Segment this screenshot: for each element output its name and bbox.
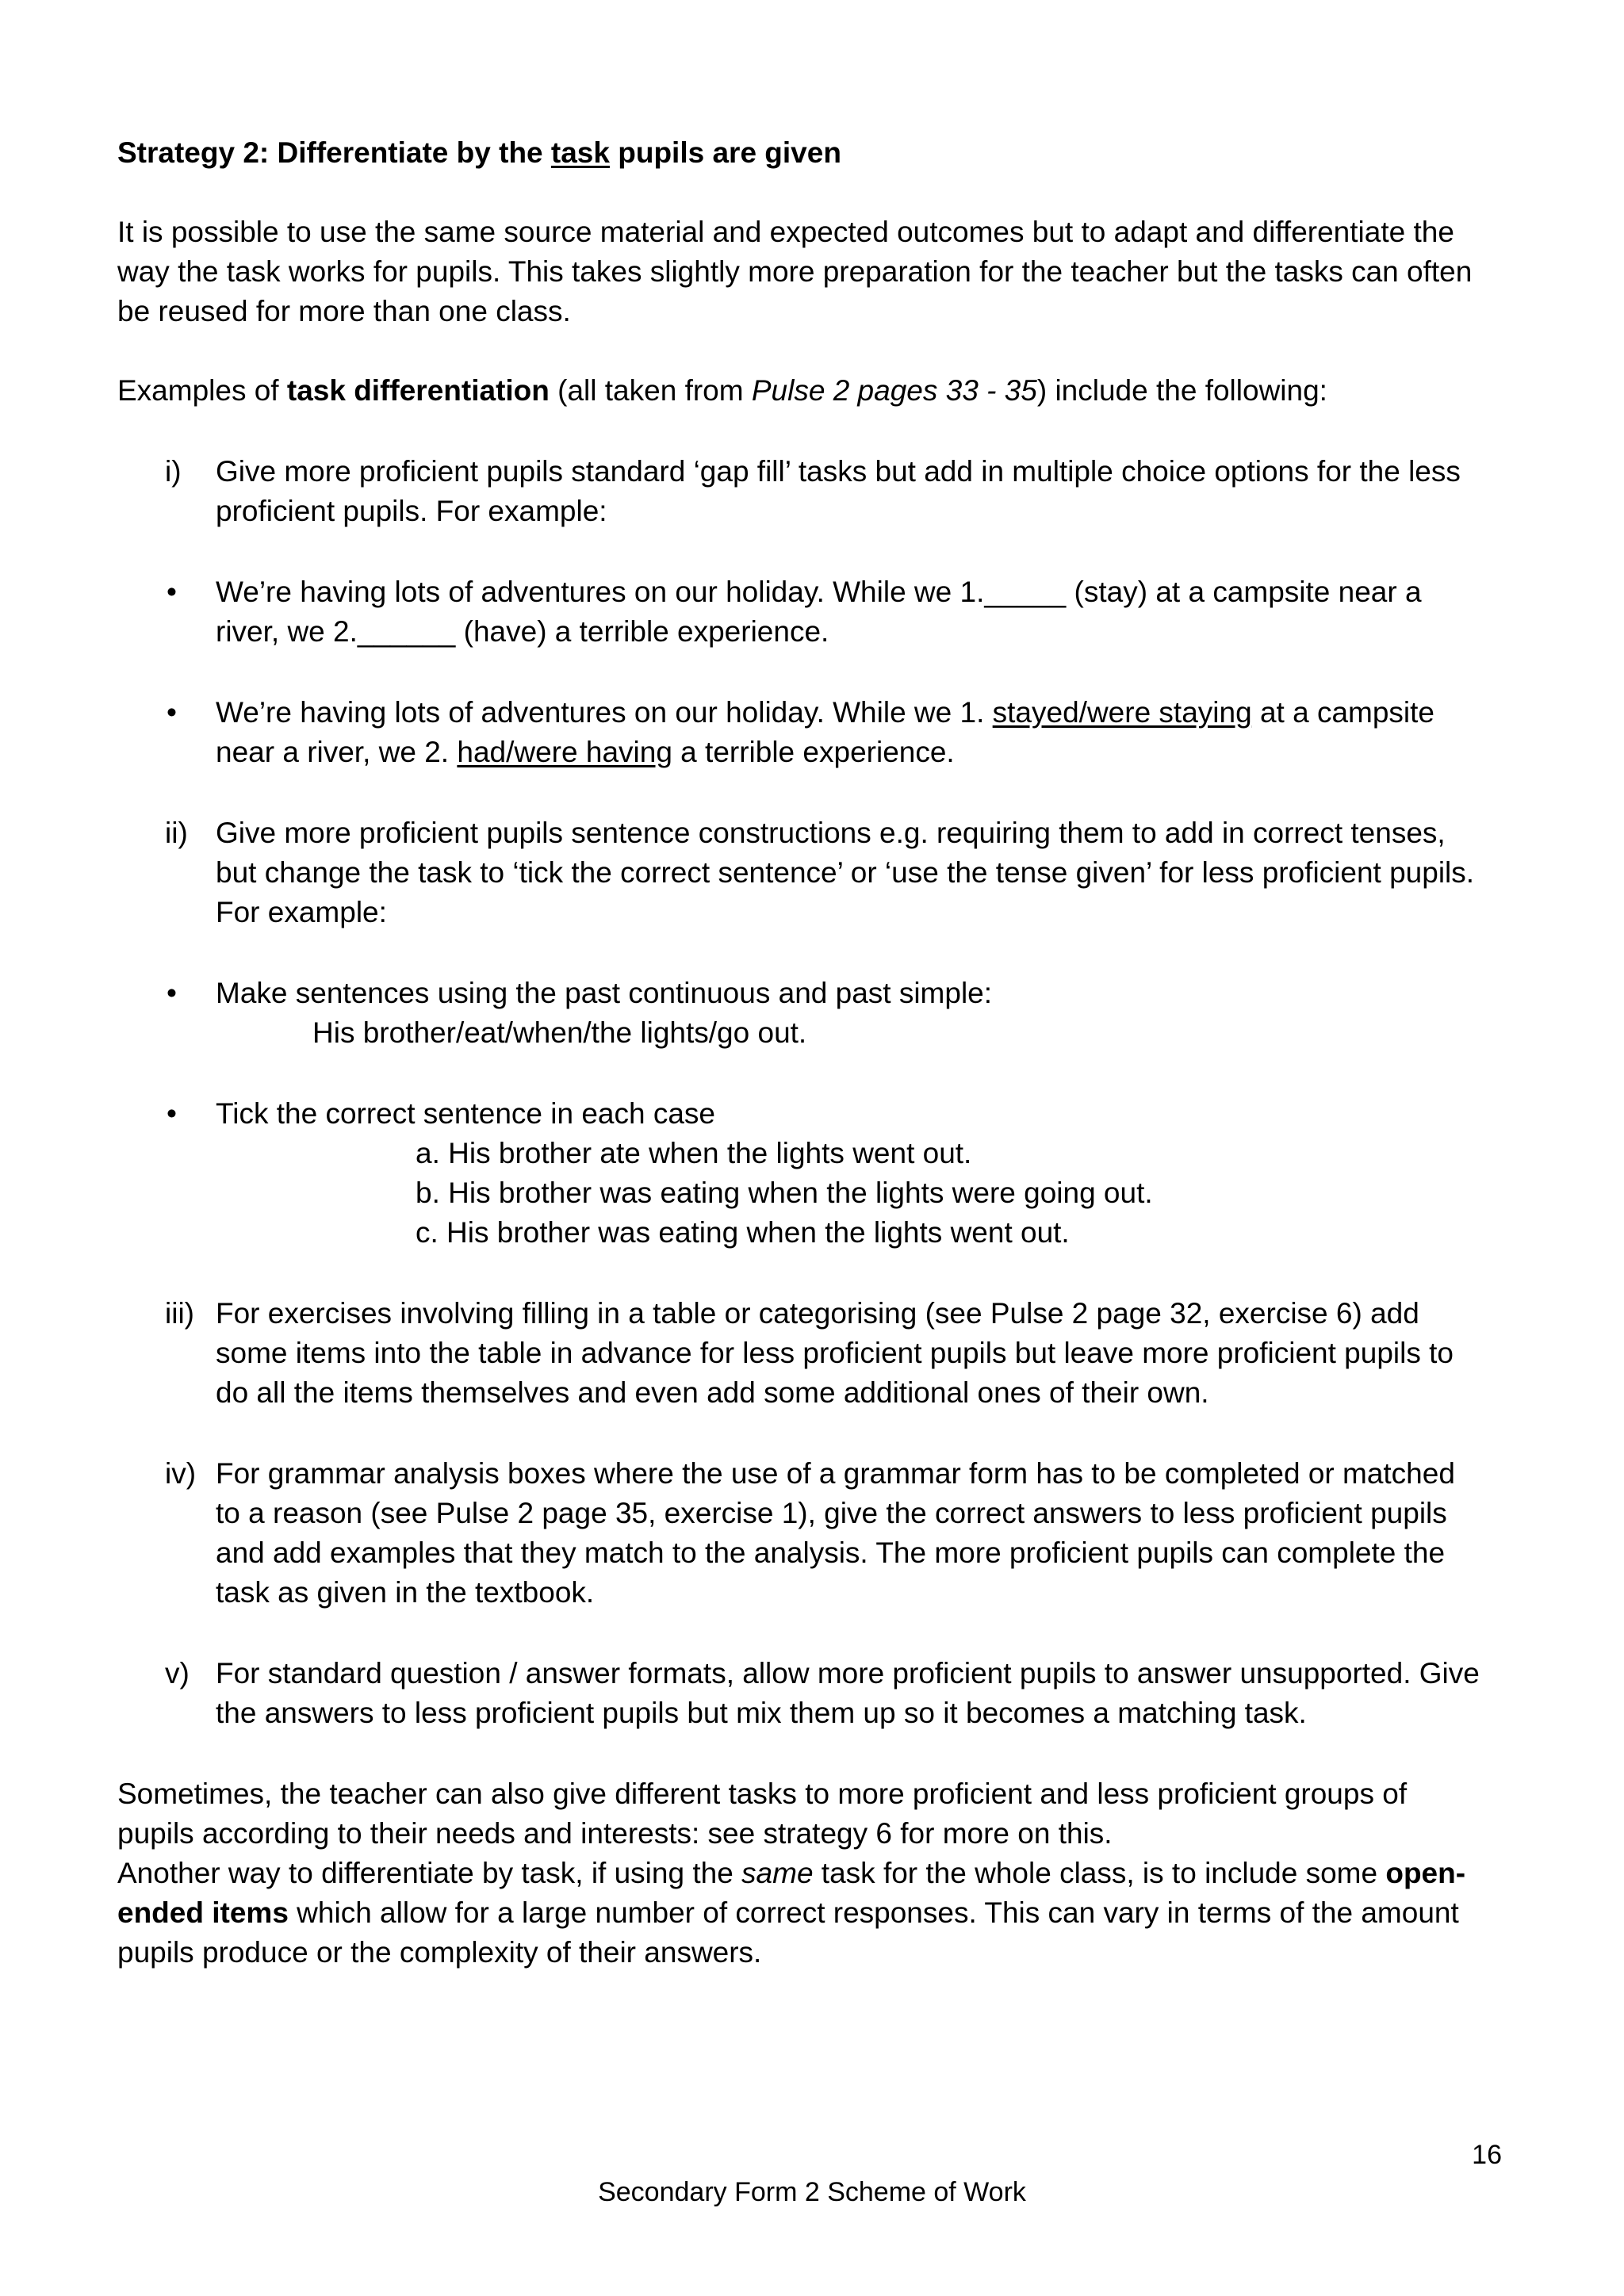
list-item-ii: ii) Give more proficient pupils sentence constructions e.g. requiring them to add in correct tenses, but change the task to ‘tick the correct sentence’ or ‘use the tense given’ for less proficient pupils. For example: [117, 813, 1529, 932]
intro-paragraph: It is possible to use the same source material and expected outcomes but to adapt and differentiate the way the task works for pupils. This takes slightly more preparation for the teacher but the tasks can often be reused for more than one class. [117, 216, 1473, 327]
bullet-icon: • [167, 696, 177, 729]
bullet-tick-sentence-example: • Tick the correct sentence in each case [117, 1094, 1529, 1134]
sentence-prompt: His brother/eat/when/the lights/go out. [312, 1016, 807, 1049]
list-marker: iii) [165, 1297, 194, 1330]
option-a: a. His brother ate when the lights went out. [416, 1137, 972, 1169]
bullet-icon: • [167, 977, 177, 1009]
list-marker: v) [165, 1657, 190, 1689]
bullet-multiple-choice-example: • We’re having lots of adventures on our holiday. While we 1. stayed/were staying at a campsite near a river, we 2. had/were having a terrible experience. [117, 693, 1529, 772]
option-b: b. His brother was eating when the lights were going out. [416, 1177, 1153, 1209]
heading-underlined-word: task [550, 136, 610, 169]
list-item-i: i) Give more proficient pupils standard ‘gap fill’ tasks but add in multiple choice options for the less proficient pupils. For example: [117, 452, 1529, 531]
list-marker: iv) [165, 1457, 197, 1490]
bullet-icon: • [167, 576, 177, 608]
option-c: c. His brother was eating when the lights went out. [416, 1216, 1070, 1249]
closing-paragraph: Sometimes, the teacher can also give different tasks to more proficient and less proficient groups of pupils according to their needs and interests: see strategy 6 for more on this. Another way to differentiate by task, if using the same task for the whole class, is to include some open- ended items which allow for a large number of correct responses. This can vary in terms of the amount pupils produce or the complexity of their answers. [117, 1777, 1466, 1969]
page-number: 16 [1472, 2140, 1502, 2170]
document-body [117, 133, 1529, 1973]
page-footer: Secondary Form 2 Scheme of Work [598, 2177, 1026, 2207]
list-item-iii: iii) For exercises involving filling in a table or categorising (see Pulse 2 page 32, exercise 6) add some items into the table in advance for less proficient pupils but leave more proficient pupils to do all the items themselves and even add some additional ones of their own. [117, 1294, 1529, 1413]
list-item-iv: iv) For grammar analysis boxes where the use of a grammar form has to be completed or matched to a reason (see Pulse 2 page 35, exercise 1), give the correct answers to less proficient pupils and add examples that they match to the analysis. The more proficient pupils can complete the task as given in the textbook. [117, 1454, 1529, 1613]
section-heading: Strategy 2: Differentiate by the task pupils are given [117, 136, 841, 169]
list-item-v: v) For standard question / answer formats, allow more proficient pupils to answer unsupported. Give the answers to less proficient pupils but mix them up so it becomes a matching task. [117, 1654, 1529, 1733]
sentence-options [117, 1134, 1529, 1253]
examples-intro-line: Examples of task differentiation (all taken from Pulse 2 pages 33 - 35) include the following: [117, 374, 1327, 407]
list-marker: ii) [165, 817, 188, 849]
list-marker: i) [165, 455, 182, 488]
bullet-icon: • [167, 1097, 177, 1130]
bullet-sentence-construction-example: • Make sentences using the past continuous and past simple: [117, 974, 1529, 1013]
bullet-gap-fill-example: • We’re having lots of adventures on our holiday. While we 1._____ (stay) at a campsite near a river, we 2.______ (have) a terrible experience. [117, 572, 1529, 652]
